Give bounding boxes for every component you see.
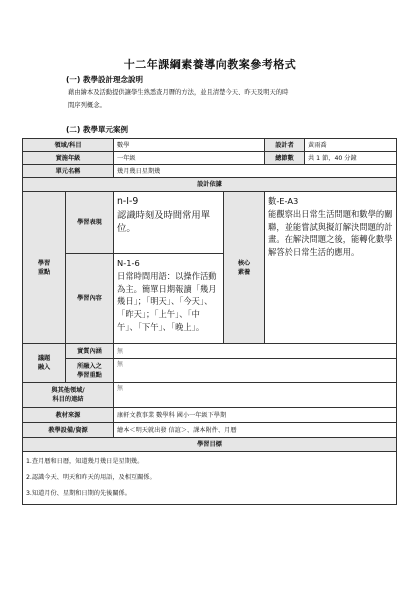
core-literacy-text: 能觀察出日常生活問題和數學的關聯，並能嘗試與擬訂解決問題的計畫。在解決問題之後，能轉化數學解答於日常生活的應用。 — [268, 208, 393, 258]
core-literacy-cell — [265, 192, 397, 344]
core-literacy-code: 數-E-A3 — [268, 196, 299, 206]
performance-code: n-I-9 — [117, 196, 139, 207]
designer-label: 設計者 — [265, 139, 305, 152]
content-cell — [114, 254, 224, 344]
domain-value: 數學 — [114, 139, 265, 152]
domain-label: 領域/科目 — [23, 139, 114, 152]
equipment-value: 繪本＜明天就出發 信誼＞、課本附件、月曆 — [114, 423, 397, 438]
content-code: N-1-6 — [117, 258, 140, 268]
learning-focus-label: 學習 重點 — [23, 192, 66, 344]
performance-cell — [114, 192, 224, 254]
issue-focus-label: 所融入之 學習重點 — [66, 359, 114, 383]
issue-content-label: 實質內涵 — [66, 344, 114, 359]
issue-content-value: 無 — [114, 344, 397, 359]
cross-domain-value: 無 — [114, 383, 397, 408]
periods-label: 總節數 — [265, 152, 305, 165]
document-title: 十二年課綱素養導向教案參考格式 — [123, 58, 297, 71]
cross-domain-label: 與其他領域/ 科目的連結 — [23, 383, 114, 408]
content-label: 學習內容 — [66, 254, 114, 344]
core-literacy-label: 核心 素養 — [224, 192, 265, 344]
periods-value: 共 1 節，40 分鐘 — [305, 152, 397, 165]
unit-label: 單元名稱 — [23, 165, 114, 178]
unit-value: 幾月幾日星期幾 — [114, 165, 397, 178]
design-concept-line2: 間序列概念。 — [68, 102, 106, 109]
grade-label: 實施年級 — [23, 152, 114, 165]
issue-integration-label: 議題 融入 — [23, 344, 66, 383]
lesson-plan-table — [22, 138, 397, 505]
issue-focus-value: 無 — [114, 359, 397, 383]
design-concept-line1: 藉由繪本及活動提供讓學生熟悉查月曆的方法，並且清楚今天、昨天及明天的時 — [68, 89, 289, 96]
equipment-label: 教學設備/資源 — [23, 423, 114, 438]
performance-text: 認識時刻及時間常用單位。 — [117, 209, 210, 234]
grade-value: 一年級 — [114, 152, 265, 165]
designer-value: 黃雨喬 — [305, 139, 397, 152]
learning-goal-3: 3.知道月份、星期和日期的先後關係。 — [26, 490, 131, 497]
material-source-label: 教材來源 — [23, 408, 114, 423]
section1-heading: (一) 教學設計理念說明 — [66, 75, 143, 84]
design-basis-header: 設計依據 — [23, 178, 397, 192]
performance-label: 學習表現 — [66, 192, 114, 254]
learning-goals-header: 學習目標 — [23, 438, 397, 452]
learning-goal-2: 2.認識今天、明天和昨天的用語，及相互關係。 — [26, 474, 156, 481]
content-text: 日常時間用語：以操作活動為主。簡單日期報讀「幾月幾日」；「明天」、「今天」、「昨天」；「上午」、「中午」、「下午」、「晚上」。 — [117, 270, 217, 332]
learning-goal-1: 1.查月曆和日曆，知道幾月幾日是星期幾。 — [26, 458, 144, 465]
learning-goals-cell — [23, 452, 397, 505]
material-source-value: 康軒文教事業 數學科 國小一年級下學期 — [114, 408, 397, 423]
section2-heading: (二) 教學單元案例 — [66, 125, 128, 134]
